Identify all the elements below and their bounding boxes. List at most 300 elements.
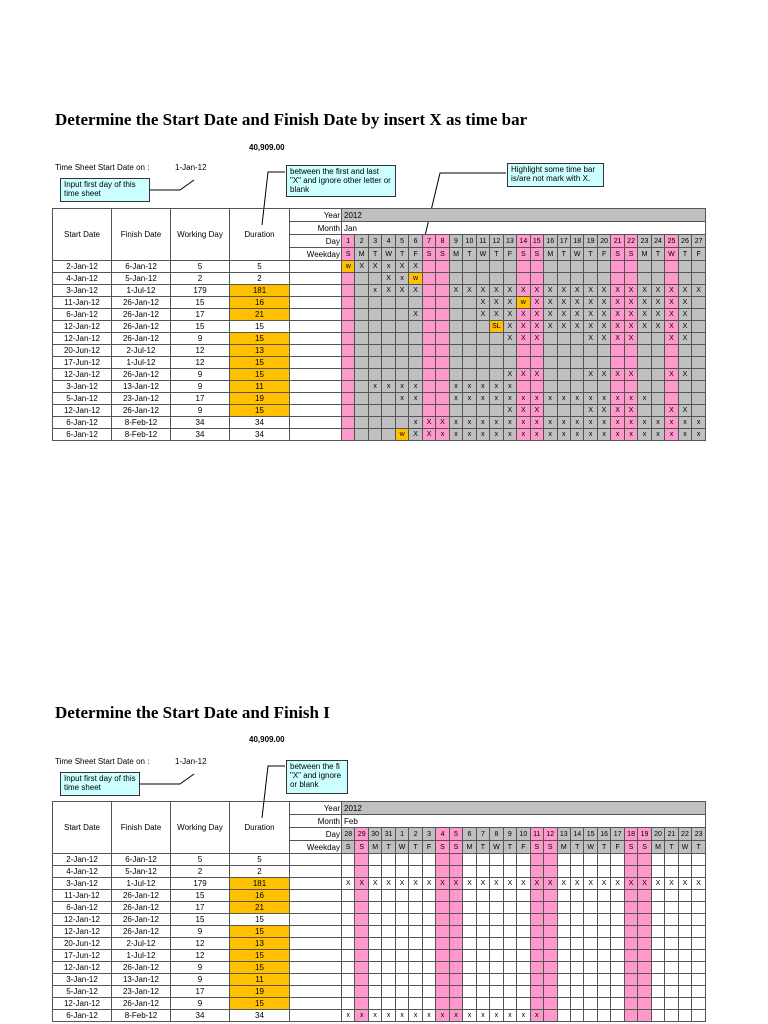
cell-timebar[interactable]: X [368,261,381,273]
cell-timebar[interactable] [678,393,691,405]
cell-timebar[interactable] [503,902,516,914]
cell-finish-date[interactable]: 26-Jan-12 [112,998,171,1010]
cell-timebar[interactable] [422,902,435,914]
cell-timebar[interactable] [355,926,368,938]
cell-timebar[interactable] [544,261,557,273]
cell-timebar[interactable]: X [570,285,583,297]
cell-timebar[interactable] [544,866,557,878]
cell-timebar[interactable]: X [557,321,570,333]
cell-timebar[interactable] [463,369,476,381]
cell-timebar[interactable] [422,321,435,333]
cell-timebar[interactable] [584,914,597,926]
cell-working-day[interactable]: 9 [171,998,230,1010]
cell-timebar[interactable]: X [651,285,664,297]
cell-timebar[interactable] [651,926,664,938]
cell-timebar[interactable]: x [570,417,583,429]
cell-timebar[interactable] [638,998,651,1010]
cell-timebar[interactable] [382,866,395,878]
cell-timebar[interactable] [355,429,368,441]
cell-timebar[interactable] [476,974,489,986]
cell-timebar[interactable] [449,369,462,381]
cell-timebar[interactable] [409,854,422,866]
cell-timebar[interactable] [342,854,355,866]
cell-timebar[interactable] [584,866,597,878]
cell-start-date[interactable]: 6-Jan-12 [53,902,112,914]
cell-timebar[interactable] [342,369,355,381]
cell-timebar[interactable]: x [490,381,503,393]
cell-timebar[interactable]: X [503,321,516,333]
cell-timebar[interactable] [436,369,449,381]
cell-timebar[interactable] [436,926,449,938]
cell-timebar[interactable] [503,854,516,866]
cell-timebar[interactable] [611,902,624,914]
cell-timebar[interactable] [530,866,543,878]
cell-timebar[interactable] [557,357,570,369]
cell-timebar[interactable] [517,902,530,914]
cell-timebar[interactable] [382,902,395,914]
cell-timebar[interactable] [624,962,637,974]
cell-timebar[interactable] [355,285,368,297]
cell-timebar[interactable] [570,950,583,962]
cell-timebar[interactable] [678,345,691,357]
cell-start-date[interactable]: 20-Jun-12 [53,938,112,950]
cell-timebar[interactable] [449,866,462,878]
cell-timebar[interactable] [503,950,516,962]
cell-timebar[interactable] [557,950,570,962]
cell-timebar[interactable] [517,962,530,974]
cell-timebar[interactable] [368,962,381,974]
cell-timebar[interactable]: x [490,1010,503,1022]
cell-timebar[interactable] [611,974,624,986]
cell-timebar[interactable] [449,309,462,321]
cell-timebar[interactable]: X [503,297,516,309]
cell-timebar[interactable] [624,938,637,950]
cell-timebar[interactable]: X [503,285,516,297]
cell-timebar[interactable] [382,998,395,1010]
cell-timebar[interactable] [624,926,637,938]
cell-timebar[interactable] [422,974,435,986]
cell-timebar[interactable] [368,333,381,345]
cell-timebar[interactable] [436,998,449,1010]
cell-timebar[interactable] [678,950,691,962]
cell-timebar[interactable]: x [517,393,530,405]
cell-timebar[interactable] [463,938,476,950]
cell-timebar[interactable] [395,333,408,345]
cell-timebar[interactable]: x [544,393,557,405]
cell-timebar[interactable] [597,854,610,866]
cell-working-day[interactable]: 17 [171,393,230,405]
cell-timebar[interactable]: X [409,285,422,297]
cell-timebar[interactable] [490,357,503,369]
cell-timebar[interactable] [611,381,624,393]
cell-timebar[interactable] [692,998,706,1010]
cell-timebar[interactable] [570,974,583,986]
cell-timebar[interactable] [436,393,449,405]
cell-timebar[interactable]: X [544,297,557,309]
cell-timebar[interactable] [544,998,557,1010]
cell-timebar[interactable] [463,962,476,974]
cell-timebar[interactable] [570,998,583,1010]
cell-timebar[interactable] [342,902,355,914]
cell-timebar[interactable]: x [436,429,449,441]
cell-timebar[interactable] [597,890,610,902]
cell-timebar[interactable] [355,381,368,393]
cell-timebar[interactable]: X [584,321,597,333]
cell-timebar[interactable]: x [463,417,476,429]
cell-timebar[interactable] [597,998,610,1010]
cell-timebar[interactable]: X [651,297,664,309]
cell-timebar[interactable] [597,974,610,986]
cell-timebar[interactable] [638,926,651,938]
cell-timebar[interactable] [597,926,610,938]
cell-working-day[interactable]: 34 [171,429,230,441]
cell-timebar[interactable] [436,333,449,345]
cell-start-date[interactable]: 2-Jan-12 [53,261,112,273]
cell-timebar[interactable]: X [584,285,597,297]
cell-timebar[interactable] [544,914,557,926]
cell-timebar[interactable] [342,974,355,986]
cell-timebar[interactable] [692,321,706,333]
cell-timebar[interactable] [463,357,476,369]
cell-timebar[interactable] [544,974,557,986]
cell-timebar[interactable] [584,381,597,393]
cell-timebar[interactable] [584,345,597,357]
cell-timebar[interactable]: X [678,878,691,890]
cell-timebar[interactable] [490,962,503,974]
cell-timebar[interactable] [651,273,664,285]
cell-timebar[interactable]: x [517,1010,530,1022]
cell-timebar[interactable] [624,357,637,369]
cell-timebar[interactable] [395,950,408,962]
cell-timebar[interactable] [544,854,557,866]
cell-timebar[interactable]: X [611,297,624,309]
cell-timebar[interactable] [436,261,449,273]
cell-timebar[interactable] [638,273,651,285]
cell-timebar[interactable] [544,986,557,998]
cell-timebar[interactable] [463,854,476,866]
cell-timebar[interactable] [490,405,503,417]
cell-timebar[interactable] [624,273,637,285]
cell-timebar[interactable] [355,405,368,417]
cell-timebar[interactable] [476,273,489,285]
cell-timebar[interactable] [342,938,355,950]
cell-timebar[interactable] [368,273,381,285]
cell-start-date[interactable]: 3-Jan-12 [53,878,112,890]
cell-working-day[interactable]: 9 [171,381,230,393]
cell-timebar[interactable] [517,345,530,357]
cell-timebar[interactable] [584,938,597,950]
cell-start-date[interactable]: 17-Jun-12 [53,357,112,369]
cell-timebar[interactable] [530,914,543,926]
cell-timebar[interactable]: X [463,285,476,297]
cell-timebar[interactable] [382,345,395,357]
cell-timebar[interactable] [557,273,570,285]
cell-timebar[interactable] [570,926,583,938]
cell-timebar[interactable]: x [503,417,516,429]
cell-timebar[interactable]: x [503,393,516,405]
cell-timebar[interactable]: x [422,1010,435,1022]
cell-timebar[interactable]: X [517,285,530,297]
cell-timebar[interactable] [463,405,476,417]
cell-timebar[interactable]: x [463,393,476,405]
cell-timebar[interactable] [355,950,368,962]
cell-timebar[interactable] [395,914,408,926]
cell-timebar[interactable]: X [449,878,462,890]
cell-timebar[interactable]: X [678,285,691,297]
cell-timebar[interactable] [692,962,706,974]
cell-timebar[interactable]: X [355,878,368,890]
cell-timebar[interactable]: X [570,309,583,321]
cell-start-date[interactable]: 12-Jan-12 [53,405,112,417]
cell-timebar[interactable]: X [530,309,543,321]
cell-timebar[interactable] [395,998,408,1010]
cell-timebar[interactable]: x [449,381,462,393]
cell-timebar[interactable] [692,309,706,321]
cell-working-day[interactable]: 179 [171,878,230,890]
cell-timebar[interactable] [409,914,422,926]
cell-timebar[interactable] [449,938,462,950]
cell-timebar[interactable] [638,261,651,273]
cell-finish-date[interactable]: 8-Feb-12 [112,1010,171,1022]
cell-timebar[interactable]: x [692,417,706,429]
cell-working-day[interactable]: 9 [171,926,230,938]
cell-timebar[interactable] [395,962,408,974]
cell-timebar[interactable] [422,986,435,998]
cell-timebar[interactable]: X [530,333,543,345]
cell-timebar[interactable] [463,914,476,926]
cell-timebar[interactable] [436,902,449,914]
cell-timebar[interactable] [570,405,583,417]
cell-timebar[interactable] [342,357,355,369]
cell-working-day[interactable]: 9 [171,974,230,986]
cell-timebar[interactable] [624,890,637,902]
cell-timebar[interactable]: X [597,309,610,321]
cell-timebar[interactable] [342,866,355,878]
cell-working-day[interactable]: 2 [171,866,230,878]
cell-timebar[interactable] [624,1010,637,1022]
cell-timebar[interactable] [342,962,355,974]
cell-timebar[interactable] [382,986,395,998]
cell-timebar[interactable] [342,285,355,297]
cell-timebar[interactable] [355,309,368,321]
cell-timebar[interactable] [490,345,503,357]
cell-timebar[interactable]: X [597,321,610,333]
cell-timebar[interactable] [422,926,435,938]
cell-timebar[interactable]: X [624,297,637,309]
cell-timebar[interactable]: X [665,297,678,309]
cell-timebar[interactable] [436,285,449,297]
cell-timebar[interactable] [342,417,355,429]
cell-working-day[interactable]: 17 [171,902,230,914]
cell-timebar[interactable]: X [490,285,503,297]
cell-timebar[interactable] [638,962,651,974]
cell-timebar[interactable] [409,998,422,1010]
cell-timebar[interactable]: X [503,309,516,321]
cell-timebar[interactable]: x [382,1010,395,1022]
cell-timebar[interactable]: X [584,405,597,417]
cell-timebar[interactable]: X [530,878,543,890]
cell-timebar[interactable] [678,986,691,998]
cell-timebar[interactable] [611,962,624,974]
cell-timebar[interactable] [692,938,706,950]
cell-timebar[interactable] [611,273,624,285]
cell-timebar[interactable]: x [544,429,557,441]
cell-timebar[interactable] [382,950,395,962]
cell-timebar[interactable] [490,866,503,878]
cell-timebar[interactable] [530,345,543,357]
cell-timebar[interactable] [692,926,706,938]
cell-timebar[interactable] [651,345,664,357]
cell-timebar[interactable] [436,854,449,866]
cell-timebar[interactable] [409,866,422,878]
cell-timebar[interactable] [395,309,408,321]
cell-timebar[interactable] [638,369,651,381]
cell-timebar[interactable]: x [584,417,597,429]
cell-timebar[interactable] [422,866,435,878]
cell-timebar[interactable] [503,974,516,986]
cell-timebar[interactable] [692,393,706,405]
cell-timebar[interactable] [692,950,706,962]
cell-timebar[interactable] [584,261,597,273]
cell-timebar[interactable] [597,273,610,285]
cell-timebar[interactable] [368,950,381,962]
cell-timebar[interactable] [409,902,422,914]
cell-timebar[interactable] [355,902,368,914]
cell-timebar[interactable]: X [611,878,624,890]
cell-timebar[interactable] [638,986,651,998]
cell-timebar[interactable] [651,357,664,369]
cell-timebar[interactable] [342,321,355,333]
cell-timebar[interactable]: X [557,297,570,309]
cell-timebar[interactable]: X [584,309,597,321]
cell-timebar[interactable]: X [611,309,624,321]
cell-timebar[interactable]: x [570,429,583,441]
cell-timebar[interactable]: X [638,878,651,890]
cell-timebar[interactable] [409,974,422,986]
cell-timebar[interactable] [584,854,597,866]
cell-timebar[interactable]: X [503,405,516,417]
cell-timebar[interactable] [557,854,570,866]
cell-timebar[interactable] [490,854,503,866]
cell-timebar[interactable] [624,998,637,1010]
cell-timebar[interactable]: x [678,417,691,429]
cell-timebar[interactable] [597,938,610,950]
cell-timebar[interactable]: X [342,878,355,890]
cell-timebar[interactable] [584,902,597,914]
cell-timebar[interactable] [395,926,408,938]
cell-timebar[interactable] [368,866,381,878]
cell-timebar[interactable] [584,273,597,285]
cell-timebar[interactable]: x [476,381,489,393]
cell-working-day[interactable]: 12 [171,938,230,950]
cell-timebar[interactable] [624,974,637,986]
cell-timebar[interactable] [503,273,516,285]
cell-timebar[interactable] [557,369,570,381]
cell-timebar[interactable] [355,297,368,309]
cell-timebar[interactable]: x [395,1010,408,1022]
cell-start-date[interactable]: 12-Jan-12 [53,321,112,333]
cell-timebar[interactable]: X [544,321,557,333]
cell-timebar[interactable] [557,345,570,357]
cell-timebar[interactable] [678,866,691,878]
cell-timebar[interactable]: x [409,1010,422,1022]
cell-timebar[interactable] [463,297,476,309]
cell-timebar[interactable] [476,369,489,381]
cell-timebar[interactable]: X [382,273,395,285]
cell-timebar[interactable]: x [463,1010,476,1022]
cell-timebar[interactable] [544,926,557,938]
cell-timebar[interactable]: w [409,273,422,285]
cell-timebar[interactable] [611,854,624,866]
cell-timebar[interactable] [557,1010,570,1022]
cell-timebar[interactable] [678,261,691,273]
cell-timebar[interactable]: x [503,381,516,393]
cell-timebar[interactable] [503,357,516,369]
cell-timebar[interactable] [570,345,583,357]
cell-timebar[interactable]: X [624,878,637,890]
cell-timebar[interactable] [436,974,449,986]
cell-timebar[interactable]: x [395,381,408,393]
cell-working-day[interactable]: 17 [171,986,230,998]
cell-timebar[interactable] [449,273,462,285]
cell-timebar[interactable] [422,405,435,417]
cell-timebar[interactable] [624,261,637,273]
cell-timebar[interactable] [422,285,435,297]
cell-timebar[interactable] [355,333,368,345]
cell-timebar[interactable]: X [395,261,408,273]
cell-timebar[interactable] [422,261,435,273]
cell-start-date[interactable]: 11-Jan-12 [53,890,112,902]
cell-timebar[interactable] [665,986,678,998]
cell-finish-date[interactable]: 26-Jan-12 [112,405,171,417]
cell-timebar[interactable] [692,369,706,381]
cell-timebar[interactable]: X [436,878,449,890]
cell-timebar[interactable] [638,902,651,914]
cell-timebar[interactable] [665,902,678,914]
cell-finish-date[interactable]: 26-Jan-12 [112,369,171,381]
cell-timebar[interactable]: x [638,429,651,441]
cell-timebar[interactable] [665,938,678,950]
cell-timebar[interactable] [530,854,543,866]
cell-finish-date[interactable]: 2-Jul-12 [112,938,171,950]
cell-timebar[interactable] [638,333,651,345]
cell-timebar[interactable] [651,974,664,986]
cell-timebar[interactable]: x [544,417,557,429]
cell-timebar[interactable] [436,914,449,926]
cell-working-day[interactable]: 15 [171,914,230,926]
cell-timebar[interactable] [678,357,691,369]
cell-finish-date[interactable]: 1-Jul-12 [112,950,171,962]
cell-timebar[interactable] [517,938,530,950]
cell-timebar[interactable] [530,357,543,369]
cell-timebar[interactable] [449,914,462,926]
cell-timebar[interactable] [624,854,637,866]
cell-timebar[interactable]: X [678,309,691,321]
cell-timebar[interactable] [395,974,408,986]
cell-timebar[interactable] [597,381,610,393]
cell-timebar[interactable] [544,405,557,417]
cell-timebar[interactable]: X [597,405,610,417]
cell-timebar[interactable] [449,986,462,998]
cell-timebar[interactable]: x [530,393,543,405]
cell-timebar[interactable]: X [490,309,503,321]
cell-timebar[interactable] [342,429,355,441]
cell-timebar[interactable] [436,986,449,998]
cell-timebar[interactable]: X [449,285,462,297]
cell-finish-date[interactable]: 6-Jan-12 [112,854,171,866]
cell-timebar[interactable] [395,297,408,309]
cell-timebar[interactable]: X [570,878,583,890]
